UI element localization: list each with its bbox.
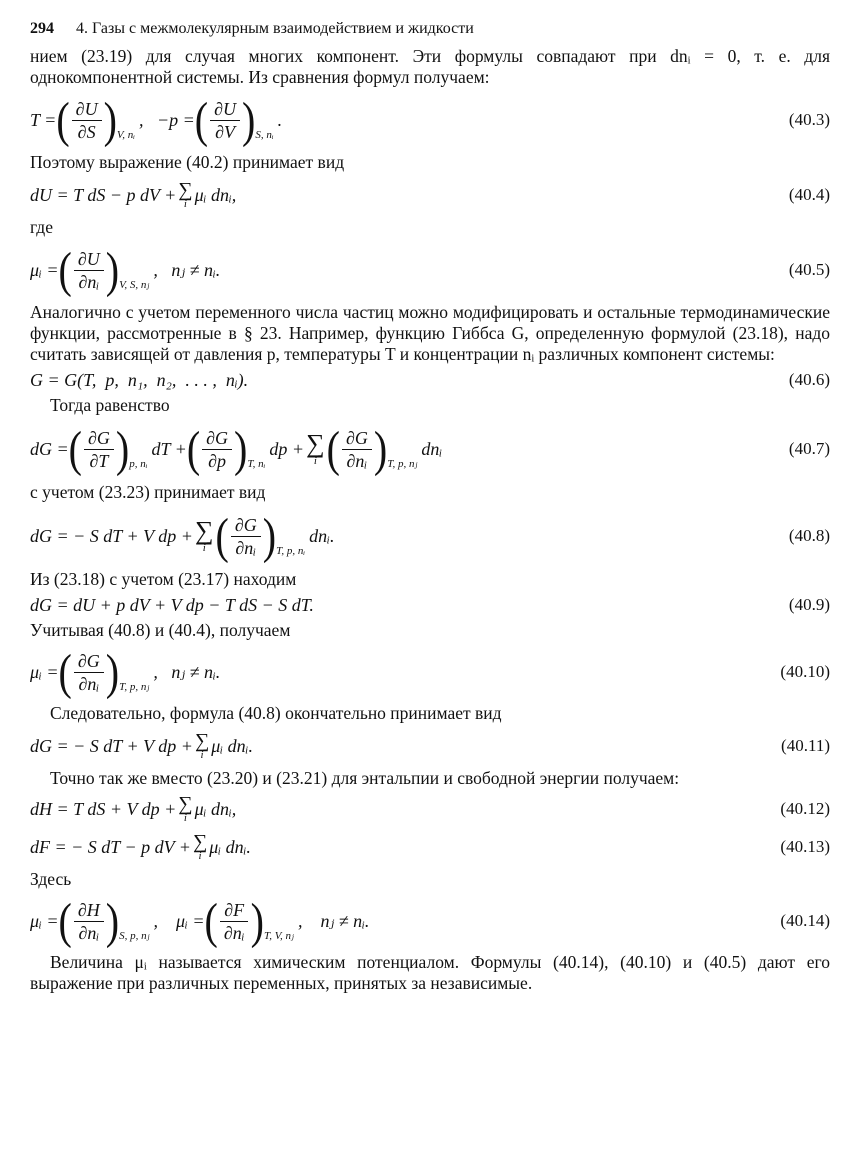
eq-tail: , nⱼ ≠ nᵢ. [153,259,221,280]
paragraph-8: Учитывая (40.8) и (40.4), получаем [30,620,291,640]
eq-tail: . [277,109,283,130]
paragraph-5: Тогда равенство [50,395,170,415]
eq-expression-tail: μᵢ dnᵢ. [211,735,253,756]
fraction [74,650,104,695]
numerator: ∂U [72,98,102,121]
eq-expression: G = G(T, p, n₁, n₂, . . . , nᵢ). [30,369,249,390]
eq-lhs-2: , μᵢ = [153,910,205,931]
eq-expression: dU = T dS − p dV + [30,184,177,205]
paragraph-6: с учетом (23.23) принимает вид [30,482,266,502]
sum-index: i [198,850,202,862]
equation-number: (40.14) [780,911,830,930]
eq-expression: dH = T dS + V dp + [30,798,177,819]
equation-number: (40.12) [780,799,830,818]
fraction [72,98,102,143]
paragraph-10: Точно так же вместо (23.20) и (23.21) для энтальпии и свободной энергии получаем: [50,768,680,788]
equation-40-12 [30,791,830,827]
eq-lhs: μᵢ = [30,661,59,682]
paragraph-4: Аналогично с учетом переменного числа частиц можно модифицировать и остальные термодинамические функции, рассмотренные в § 23. Например, функцию Гиббса G, определенную формулой (23.18), надо считать зависящей от давления p, температуры T и концентрации nᵢ различных компонент системы: [30,302,830,364]
equation-number: (40.10) [780,662,830,681]
left-paren: ( [326,420,340,477]
equation-number: (40.13) [780,837,830,856]
left-paren: ( [186,420,201,477]
left-paren: ( [58,643,72,700]
left-paren: ( [58,892,72,949]
right-paren: ) [103,91,117,148]
equation-40-13 [30,827,830,867]
eq-lhs: μᵢ = [30,910,59,931]
equation-number: (40.4) [788,185,830,204]
numerator: ∂U [74,248,104,271]
denominator: ∂nᵢ [223,922,245,943]
eq-lhs-2: , −p = [138,109,195,130]
right-paren: ) [105,892,120,949]
chapter-title: 4. Газы с межмолекулярным взаимодействием и жидкости [76,20,474,37]
paragraph-1: нием (23.19) для случая многих компонент. Эти формулы совпадают при dnᵢ = 0, т. е. для однокомпонентной системы. Из сравнения формул получаем: [30,46,830,87]
denominator: ∂nᵢ [235,537,257,558]
sum-sign: ∑ i [178,793,193,824]
right-paren: ) [105,241,120,298]
paragraph-7: Из (23.18) с учетом (23.17) находим [30,569,297,589]
left-paren: ( [215,507,229,564]
subscript: p, nᵢ [129,457,148,470]
numerator: ∂G [74,650,104,673]
denominator: ∂nᵢ [78,673,100,694]
numerator: ∂G [84,427,114,450]
subscript: V, S, nⱼ [119,278,150,291]
right-paren: ) [105,643,120,700]
fraction [84,427,114,472]
subscript: S, nᵢ [255,128,274,141]
equation-40-5 [30,240,830,300]
eq-tail: dnᵢ. [309,525,335,546]
fraction [202,427,232,472]
equation-40-6 [30,367,830,393]
equation-number: (40.5) [788,260,830,279]
eq-tail: , nⱼ ≠ nᵢ. [153,661,221,682]
left-paren: ( [194,91,209,148]
equation-number: (40.11) [781,736,830,755]
denominator: ∂S [77,121,96,142]
sum-sign: ∑ i [194,730,210,761]
denominator: ∂nᵢ [346,450,368,471]
right-paren: ) [373,420,388,477]
eq-tail: , nⱼ ≠ nᵢ. [297,910,370,931]
equation-number: (40.8) [788,526,830,545]
subscript: T, p, nᵢ [276,544,306,557]
denominator: ∂nᵢ [78,271,100,292]
eq-lhs: μᵢ = [30,259,59,280]
eq-lhs: dG = − S dT + V dp + [30,525,193,546]
sum-sign: ∑ i [192,831,208,862]
eq-tail: dnᵢ [421,438,443,459]
left-paren: ( [58,241,72,298]
denominator: ∂nᵢ [78,922,100,943]
eq-lhs: T = [30,109,57,130]
sum-sign: ∑ i [194,516,214,554]
right-paren: ) [115,420,130,477]
left-paren: ( [68,420,82,477]
right-paren: ) [262,507,277,564]
paragraph-9: Следовательно, формула (40.8) окончательно принимает вид [50,703,502,723]
numerator: ∂G [202,427,232,450]
sum-index: i [202,542,206,554]
sum-index: i [183,812,187,824]
eq-expression: dF = − S dT − p dV + [30,836,191,857]
sum-index: i [183,198,187,210]
subscript: T, nᵢ [247,457,266,470]
paragraph-12: Величина μᵢ называется химическим потенциалом. Формулы (40.14), (40.10) и (40.5) дают его выражение при различных переменных, принятых за независимые. [30,952,830,993]
right-paren: ) [250,892,264,949]
equation-number: (40.7) [788,439,830,458]
numerator: ∂F [220,899,248,922]
equation-40-9 [30,592,830,618]
page-number: 294 [30,20,54,37]
running-header [30,14,830,44]
left-paren: ( [56,91,70,148]
equation-40-4 [30,175,830,215]
denominator: ∂p [208,450,227,471]
equation-number: (40.3) [788,110,830,129]
page [30,14,830,996]
equation-number: (40.9) [788,595,830,614]
subscript: T, V, nⱼ [263,929,294,942]
paragraph-2: Поэтому выражение (40.2) принимает вид [30,152,345,172]
equation-40-10 [30,643,830,701]
sum-sign: ∑ i [178,179,193,210]
subscript: T, p, nⱼ [387,457,418,470]
equation-number: (40.6) [788,370,830,389]
left-paren: ( [204,892,218,949]
equation-40-11 [30,726,830,766]
eq-expression-tail: μᵢ dnᵢ, [194,184,237,205]
right-paren: ) [234,420,248,477]
denominator: ∂T [89,450,109,471]
fraction [342,427,372,472]
sum-sign: ∑ i [306,429,325,467]
eq-lhs: dG = [30,438,69,459]
subscript: V, nᵢ [116,128,135,141]
sum-index: i [200,749,204,761]
equation-40-7 [30,418,830,480]
fraction [231,514,261,559]
fraction [220,899,249,944]
eq-term: dp + [269,438,305,459]
equation-40-14 [30,892,830,950]
paragraph-11: Здесь [30,869,72,889]
eq-expression-tail: μᵢ dnᵢ, [194,798,237,819]
equation-40-3 [30,90,830,150]
eq-expression-tail: μᵢ dnᵢ. [209,836,251,857]
denominator: ∂V [215,121,235,142]
subscript: S, p, nⱼ [119,929,150,942]
sum-index: i [313,455,317,467]
eq-expression: dG = − S dT + V dp + [30,735,193,756]
numerator: ∂H [74,899,104,922]
right-paren: ) [241,91,256,148]
fraction [74,899,104,944]
paragraph-3: где [30,217,53,237]
fraction [210,98,240,143]
equation-40-8 [30,505,830,567]
numerator: ∂G [342,427,372,450]
fraction [74,248,104,293]
eq-expression: dG = dU + p dV + V dp − T dS − S dT. [30,594,314,615]
numerator: ∂G [231,514,261,537]
subscript: T, p, nⱼ [119,680,150,693]
eq-term: dT + [151,438,187,459]
numerator: ∂U [210,98,240,121]
